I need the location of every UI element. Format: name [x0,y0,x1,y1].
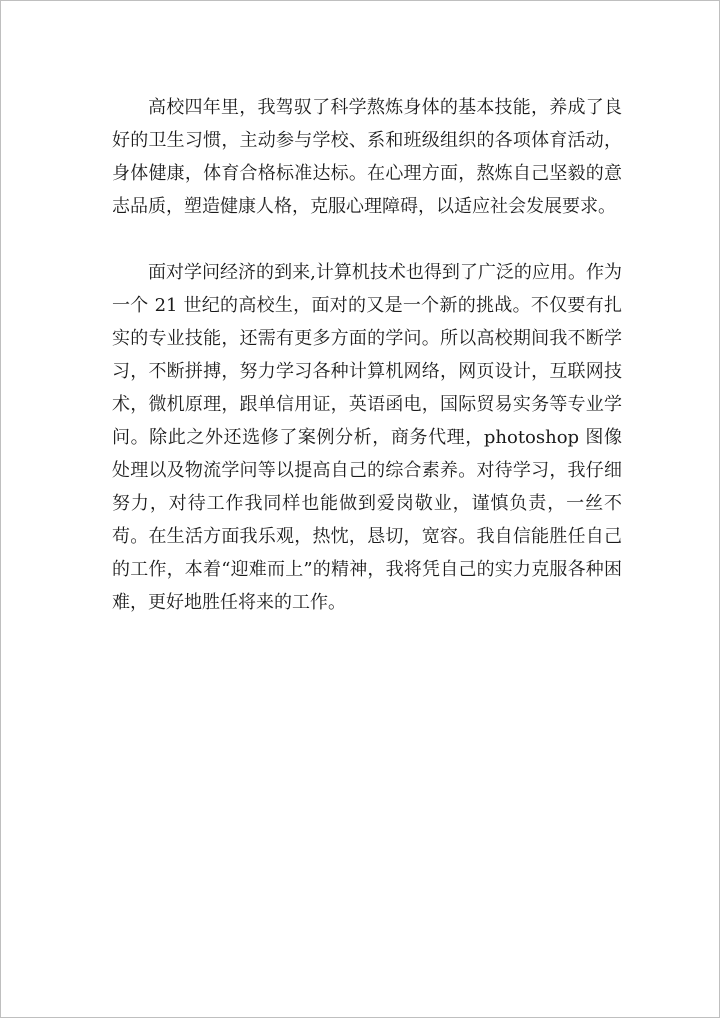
paragraph-2: 面对学问经济的到来,计算机技术也得到了广泛的应用。作为一个 21 世纪的高校生，面对的又是一个新的挑战。不仅要有扎实的专业技能，还需有更多方面的学问。所以高校期间我不断学习，不断拼搏，努力学习各种计算机网络，网页设计，互联网技术，微机原理，跟单信用证，英语函电，国际贸易实务等专业学问。除此之外还选修了案例分析，商务代理，photoshop 图像处理以及物流学问等以提高自己的综合素养。对待学习，我仔细努力，对待工作我同样也能做到爱岗敬业，谨慎负责，一丝不苟。在生活方面我乐观，热忱，恳切，宽容。我自信能胜任自己的工作，本着“迎难而上”的精神，我将凭自己的实力克服各种困难，更好地胜任将来的工作。 [112,262,622,613]
paragraph-1: 高校四年里，我驾驭了科学熬炼身体的基本技能，养成了良好的卫生习惯，主动参与学校、系和班级组织的各项体育活动，身体健康，体育合格标准达标。在心理方面，熬炼自己坚毅的意志品质，塑造健康人格，克服心理障碍，以适应社会发展要求。 [112,97,622,217]
document-body [112,91,622,619]
